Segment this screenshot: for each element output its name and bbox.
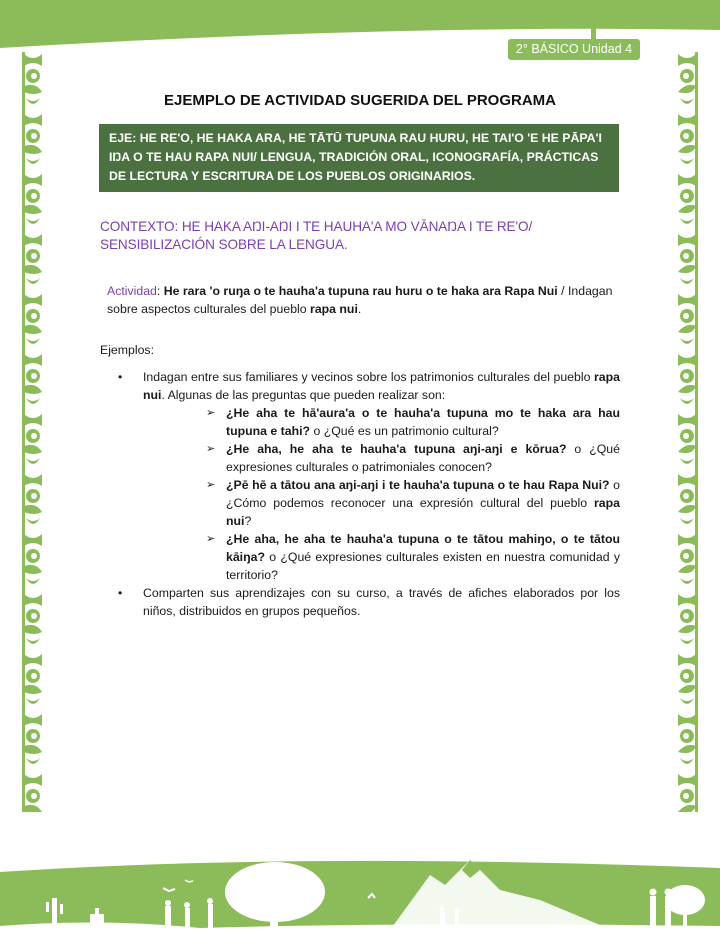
actividad-slash: / — [557, 284, 568, 298]
list-item-bold: rapa nui — [143, 370, 620, 402]
question-spanish: o ¿Qué expresiones culturales o patrimoniales conocen? — [226, 442, 620, 474]
question-item — [100, 530, 620, 584]
list-item — [100, 368, 620, 404]
actividad-label: Actividad — [107, 284, 157, 298]
question-spanish: o ¿Qué es un patrimonio cultural? — [310, 424, 499, 438]
actividad-description: Indagan sobre aspectos culturales del pueblo — [107, 284, 613, 316]
question-spanish: o ¿Cómo podemos reconocer una expresión cultural del pueblo — [226, 478, 620, 510]
list-item-text: Indagan entre sus familiares y vecinos sobre los patrimonios culturales del pueblo — [143, 370, 595, 384]
ejemplos-label: Ejemplos: — [100, 343, 154, 357]
eje-box: EJE: HE RE'O, HE HAKA ARA, HE TĀTŪ TUPUNA RAU HURU, HE TAI'O 'E HE PĀPA'I IŊA O TE HAU RAPA NUI/ LENGUA, TRADICIÓN ORAL, ICONOGRAFÍA, PRÁCTICAS DE LECTURA Y ESCRITURA DE LOS PUEBLOS ORIGINARIOS. — [99, 124, 619, 192]
actividad-end: . — [357, 302, 362, 316]
question-rapanui: ¿He aha, he aha te hauha'a tupuna o te tātou mahiŋo, o te tātou kāiŋa? — [226, 532, 620, 564]
question-rapanui: ¿Pē hē a tātou ana aŋi-aŋi i te hauha'a tupuna o te hau Rapa Nui? — [226, 478, 610, 492]
bullet-icon: • — [118, 370, 123, 384]
questions-list — [100, 404, 620, 584]
left-ornamental-border — [22, 52, 44, 812]
unit-badge: 2° BÁSICO Unidad 4 — [508, 39, 640, 60]
arrow-bullet-icon: ➢ — [206, 533, 216, 545]
contexto-heading: CONTEXTO: HE HAKA AŊI-AŊI I TE HAUHA'A MO VĀNAŊA I TE RE'O/ SENSIBILIZACIÓN SOBRE LA LENGUA. — [100, 219, 533, 252]
page-title: EJEMPLO DE ACTIVIDAD SUGERIDA DEL PROGRAMA — [164, 92, 556, 109]
list-item — [100, 584, 620, 620]
right-ornamental-border — [676, 52, 698, 812]
list-item-text: Comparten sus aprendizajes con su curso, a través de afiches elaborados por los niños, distribuidos en grupos pequeños. — [143, 586, 620, 618]
question-item — [100, 404, 620, 440]
question-item — [100, 440, 620, 476]
actividad-bold-rapa-nui: rapa nui — [310, 302, 358, 316]
arrow-bullet-icon: ➢ — [206, 407, 216, 419]
question-bold-rapa-nui: rapa nui — [226, 496, 620, 528]
question-item — [100, 476, 620, 530]
bullet-icon: • — [118, 586, 123, 600]
question-rapanui: ¿He aha, he aha te hauha'a tupuna aŋi-aŋi e kōrua? — [226, 442, 567, 456]
actividad-title-rapanui: He rara 'o ruŋa o te hauha'a tupuna rau huru o te haka ara Rapa Nui — [163, 284, 558, 298]
bottom-landscape-illustration — [0, 830, 720, 932]
arrow-bullet-icon: ➢ — [206, 479, 216, 491]
arrow-bullet-icon: ➢ — [206, 443, 216, 455]
actividad-paragraph — [107, 282, 619, 318]
question-rapanui: ¿He aha te hā'aura'a o te hauha'a tupuna mo te haka ara hau tupuna e tahi? — [226, 406, 620, 438]
question-end: ? — [244, 514, 252, 528]
examples-list — [100, 368, 620, 620]
question-spanish: o ¿Qué expresiones culturales existen en nuestra comunidad y territorio? — [226, 550, 620, 582]
actividad-colon: : — [156, 284, 164, 298]
list-item-text-end: . Algunas de las preguntas que pueden realizar son: — [161, 388, 446, 402]
